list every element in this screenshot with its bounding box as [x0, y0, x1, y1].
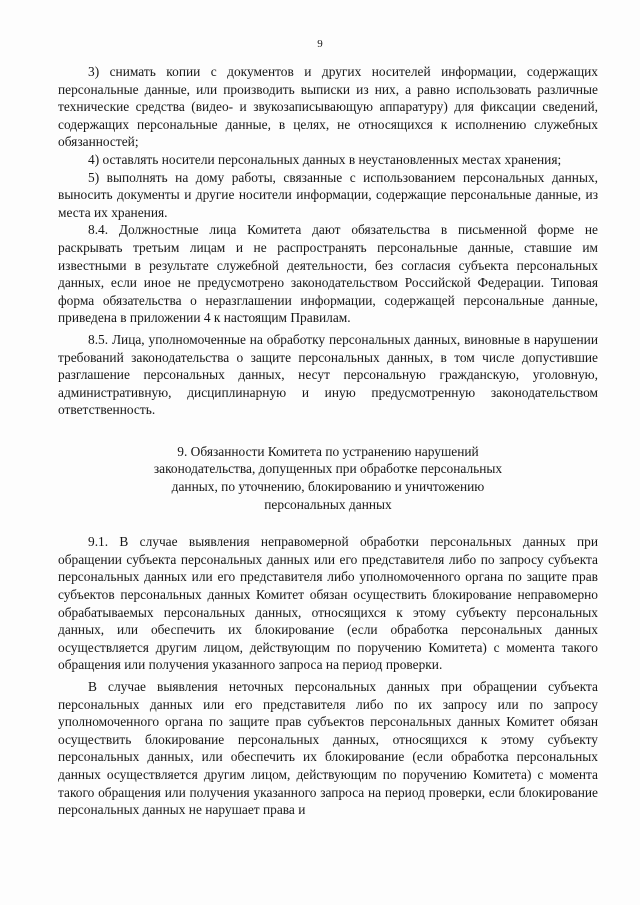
- paragraph-item-5: 5) выполнять на дому работы, связанные с использованием персональных данных, выносить документы и другие носители информации, содержащие персональные данные, из места их хранения.: [58, 169, 598, 220]
- paragraph-8-4: 8.4. Должностные лица Комитета дают обязательства в письменной форме не раскрывать третьим лицам и не распространять персональные данные, ставшие им известными в результате служебной деятельности, без согласия субъекта персональных данных, если иное не предусмотрено законодательством Российской Федерации. Типовая форма обязательства о неразглашении информации, содержащей персональные данные, приведена в приложении 4 к настоящим Правилам.: [58, 222, 598, 326]
- section-heading-line: персональных данных: [264, 496, 392, 512]
- paragraph-item-4: 4) оставлять носители персональных данных в неустановленных местах хранения;: [88, 151, 562, 167]
- section-heading: [58, 443, 598, 513]
- paragraph-9-1: 9.1. В случае выявления неправомерной обработки персональных данных при обращении субъекта персональных данных или его представителя либо по запросу субъекта персональных данных или его представителя либо уполномоченного органа по защите прав субъектов персональных данных Комитет обязан осуществить блокирование неправомерно обрабатываемых персональных данных, относящихся к этому субъекту персональных данных, или обеспечить их блокирование (если обработка персональных данных осуществляется другим лицом, действующим по поручению Комитета) с момента такого обращения или получения указанного запроса на период проверки.: [58, 534, 598, 673]
- section-heading-line: 9. Обязанности Комитета по устранению нарушений: [177, 443, 479, 459]
- paragraph-9-1-continued: В случае выявления неточных персональных данных при обращении субъекта персональных данных или его представителя либо по их запросу или по запросу уполномоченного органа по защите прав субъектов персональных данных Комитет обязан осуществить блокирование персональных данных, относящихся к этому субъекту персональных данных, или обеспечить их блокирование (если обработка персональных данных осуществляется другим лицом, действующим по поручению Комитета) с момента такого обращения или получения указанного запроса на период проверки, если блокирование персональных данных не нарушает права и: [58, 679, 598, 818]
- document-body: [58, 63, 598, 819]
- paragraph-item-3: 3) снимать копии с документов и других носителей информации, содержащих персональные данные, или производить выписки из них, а равно использовать различные технические средства (видео- и звукозаписывающую аппаратуру) для фиксации сведений, содержащих персональные данные, в целях, не относящихся к исполнению служебных обязанностей;: [58, 64, 598, 150]
- section-heading-line: данных, по уточнению, блокированию и уничтожению: [171, 479, 485, 495]
- section-heading-line: законодательства, допущенных при обработке персональных: [153, 461, 503, 477]
- page-number: 9: [317, 38, 323, 50]
- paragraph-8-5: 8.5. Лица, уполномоченные на обработку персональных данных, виновные в нарушении требований законодательства о защите персональных данных, в том числе допустившие разглашение персональных данных, несут персональную гражданскую, уголовную, административную, дисциплинарную и иную предусмотренную законодательством ответственность.: [58, 331, 598, 418]
